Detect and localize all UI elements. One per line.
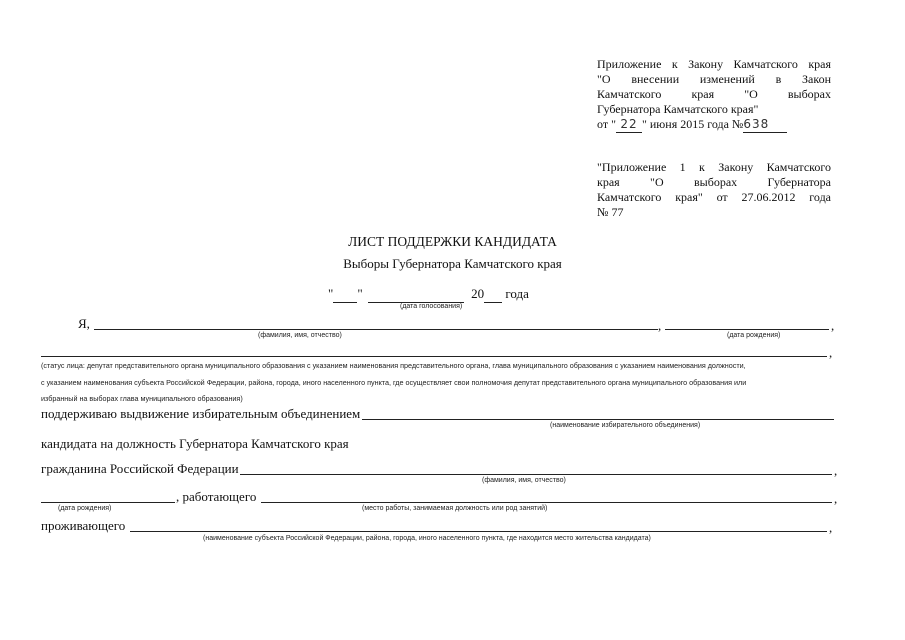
candidate-birth-field[interactable]	[41, 502, 175, 503]
candidate-residence-field[interactable]	[130, 531, 827, 532]
comma-5: ,	[834, 491, 838, 506]
ya-label: Я,	[78, 316, 90, 331]
appendix-line-3: Камчатского края "О выборах	[597, 87, 831, 101]
appendix-line-2: "О внесении изменений в Закон	[597, 72, 831, 86]
appendix-2-line-2: края "О выборах Губернатора	[597, 175, 831, 189]
candidate-fio-caption: (фамилия, имя, отчество)	[482, 477, 566, 484]
appendix-2-line-3: Камчатского края" от 27.06.2012 года	[597, 190, 831, 204]
vote-date-year-field[interactable]	[484, 286, 502, 303]
signer-fio-caption: (фамилия, имя, отчество)	[258, 332, 342, 339]
signer-birth-caption: (дата рождения)	[727, 332, 781, 339]
appendix-2-line-4: № 77	[597, 205, 624, 219]
comma-6: ,	[829, 520, 833, 535]
appendix-day: 22	[616, 117, 642, 133]
signer-status-field[interactable]	[41, 356, 827, 357]
vote-date-day-field[interactable]	[333, 286, 357, 303]
comma-3: ,	[829, 345, 833, 360]
residence-caption: (наименование субъекта Российской Федерации, района, города, иного населенного пункта, где находится место жительства кандидата)	[203, 535, 651, 542]
living-label: проживающего	[41, 518, 126, 533]
vote-date-quote-close: "	[357, 286, 363, 301]
appendix-header	[597, 57, 831, 133]
association-field[interactable]	[362, 419, 834, 420]
signer-fio-field[interactable]	[94, 329, 658, 330]
appendix-date-middle: " июня 2015 года №	[641, 117, 744, 131]
candidate-work-caption: (место работы, занимаемая должность или род занятий)	[362, 505, 548, 512]
citizen-label: гражданина Российской Федерации	[41, 461, 239, 476]
vote-date-month-field[interactable]	[368, 286, 464, 303]
candidate-work-field[interactable]	[261, 502, 832, 503]
candidate-fio-field[interactable]	[240, 474, 832, 475]
vote-date-year-suffix: года	[505, 286, 529, 301]
appendix-line-4: Губернатора Камчатского края"	[597, 102, 759, 116]
support-label: поддерживаю выдвижение избирательным объединением	[41, 406, 361, 421]
working-label: , работающего	[176, 489, 257, 504]
appendix-2-line-1: "Приложение 1 к Закону Камчатского	[597, 160, 831, 174]
appendix-line-1: Приложение к Закону Камчатского края	[597, 57, 831, 71]
appendix-date-line	[597, 117, 831, 133]
appendix-number: 638	[743, 117, 787, 133]
comma-1: ,	[658, 318, 662, 333]
document-title: ЛИСТ ПОДДЕРЖКИ КАНДИДАТА	[348, 234, 557, 249]
document-subtitle: Выборы Губернатора Камчатского края	[343, 256, 562, 271]
vote-date-caption: (дата голосования)	[400, 303, 463, 310]
vote-date-quote-open: "	[328, 286, 334, 301]
status-caption-line-1: (статус лица: депутат представительного органа муниципального образования с указанием наименования представительного органа, глава муниципального образования с указанием наименования должности,	[41, 361, 746, 370]
comma-4: ,	[834, 463, 838, 478]
candidate-birth-caption: (дата рождения)	[58, 505, 112, 512]
status-caption-line-3: избранный на выборах глава муниципального образования)	[41, 394, 243, 403]
appendix-2-header	[597, 160, 831, 220]
signer-birth-field[interactable]	[665, 329, 829, 330]
status-caption-line-2: с указанием наименования субъекта Российской Федерации, района, города, иного населенного пункта, где осуществляет свои полномочия депутат представительного органа муниципального образования или	[41, 378, 747, 387]
appendix-date-prefix: от "	[597, 117, 616, 131]
vote-date-year-prefix: 20	[471, 286, 485, 301]
vote-date-row	[328, 286, 529, 303]
association-caption: (наименование избирательного объединения)	[550, 422, 701, 429]
candidate-label: кандидата на должность Губернатора Камчатского края	[41, 436, 349, 451]
comma-2: ,	[831, 318, 835, 333]
